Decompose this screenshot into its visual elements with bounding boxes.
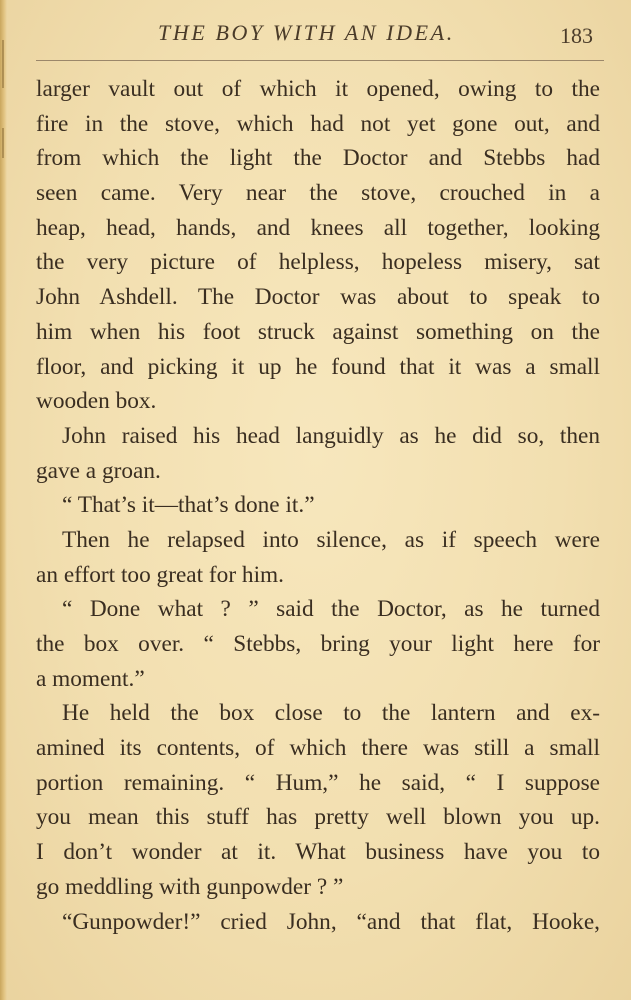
text-line: Then he relapsed into silence, as if speech were — [62, 526, 600, 553]
body-text — [36, 72, 600, 939]
text-line: the very picture of helpless, hopeless misery, sat — [36, 249, 600, 276]
text-line: larger vault out of which it opened, owing to the — [36, 76, 600, 102]
gutter-mark — [2, 128, 4, 158]
text-line: “Gunpowder!” cried John, “and that flat, Hooke, — [62, 908, 600, 935]
text-line: from which the light the Doctor and Stebbs had — [36, 145, 600, 172]
text-line: “ That’s it—that’s done it.” — [62, 492, 315, 519]
text-line: wooden box. — [36, 388, 157, 415]
text-line: fire in the stove, which had not yet gone out, and — [36, 110, 600, 137]
text-line: John raised his head languidly as he did so, then — [62, 422, 600, 449]
text-line: an effort too great for him. — [36, 561, 284, 588]
text-line: seen came. Very near the stove, crouched in a — [36, 180, 600, 207]
page-header — [0, 20, 631, 52]
text-line: heap, head, hands, and knees all together, looking — [36, 214, 600, 241]
text-line: portion remaining. “ Hum,” he said, “ I suppose — [36, 769, 600, 796]
text-line: go meddling with gunpowder ? ” — [36, 873, 344, 900]
text-line: “ Done what ? ” said the Doctor, as he turned — [62, 596, 600, 623]
text-line: a moment.” — [36, 665, 145, 692]
page-number: 183 — [560, 23, 593, 48]
text-line: gave a groan. — [36, 457, 161, 484]
text-line: him when his foot struck against something on the — [36, 318, 600, 345]
header-rule — [36, 60, 604, 61]
text-line: John Ashdell. The Doctor was about to speak to — [36, 284, 600, 311]
text-line: you mean this stuff has pretty well blown you up. — [36, 804, 600, 831]
text-line: I don’t wonder at it. What business have you to — [36, 839, 600, 866]
text-line: He held the box close to the lantern and ex- — [62, 700, 600, 727]
text-line: floor, and picking it up he found that it was a small — [36, 353, 600, 380]
running-title: THE BOY WITH AN IDEA. — [158, 20, 455, 45]
text-line: the box over. “ Stebbs, bring your light here for — [36, 631, 600, 657]
text-line: amined its contents, of which there was still a small — [36, 735, 600, 762]
